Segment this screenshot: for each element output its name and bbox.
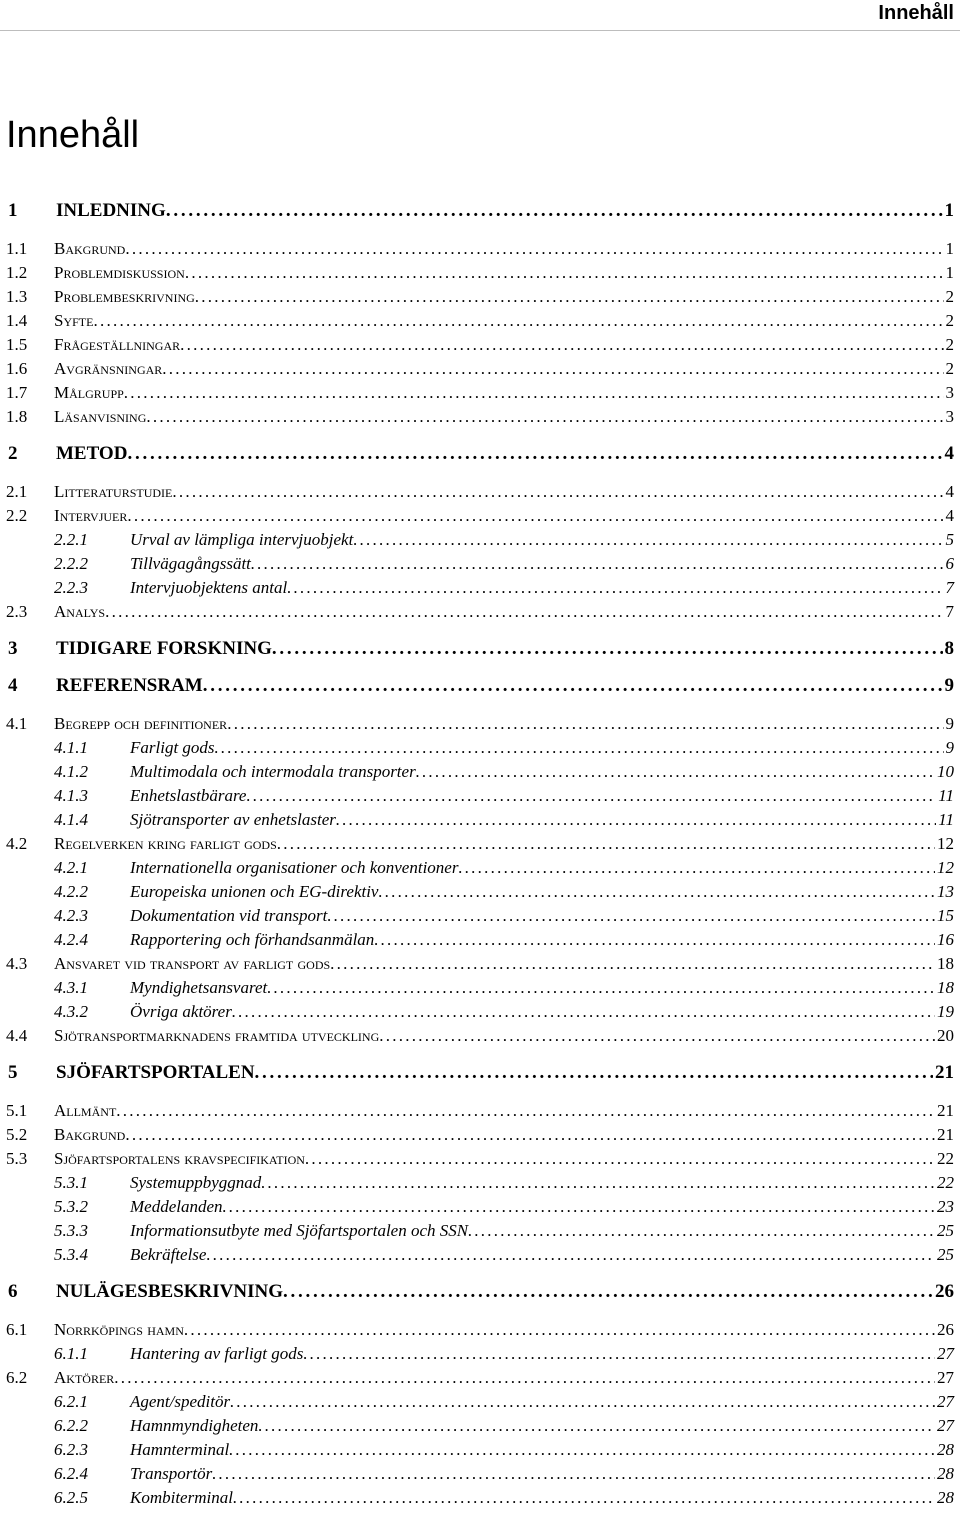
toc-entry[interactable]	[0, 1281, 954, 1303]
toc-dot-leader	[287, 577, 943, 599]
toc-entry-page: 18	[937, 978, 954, 997]
toc-entry-page: 25	[937, 1245, 954, 1264]
toc-entry[interactable]	[0, 286, 954, 308]
toc-entry-number: 5.3.2	[54, 1197, 88, 1216]
toc-entry-page: 12	[937, 858, 954, 877]
toc-dot-leader	[180, 334, 943, 356]
toc-entry-number: 6.2.4	[54, 1464, 88, 1483]
toc-entry[interactable]	[0, 481, 954, 503]
toc-entry[interactable]	[0, 929, 954, 951]
toc-dot-leader	[251, 553, 944, 575]
toc-entry-number: 1.6	[6, 359, 28, 378]
toc-entry-page: 21	[937, 1125, 954, 1144]
toc-entry[interactable]	[0, 638, 954, 660]
toc-entry-title: Litteraturstudie	[54, 482, 173, 501]
toc-entry-page: 27	[937, 1368, 954, 1387]
toc-entry-title: Allmänt	[54, 1101, 117, 1120]
toc-entry-page: 5	[945, 530, 954, 549]
toc-entry-title: Sjötransporter av enhetslaster	[130, 810, 336, 829]
toc-entry-number: 5.3.4	[54, 1245, 88, 1264]
toc-entry-page: 27	[937, 1344, 954, 1363]
toc-entry-number: 1.3	[6, 287, 28, 306]
toc-dot-leader	[258, 1415, 935, 1437]
toc-entry-title: Farligt gods	[130, 738, 215, 757]
toc-entry-title: Sjötransportmarknadens framtida utveckling	[54, 1026, 380, 1045]
toc-entry[interactable]	[0, 1415, 954, 1437]
toc-dot-leader	[166, 200, 943, 222]
toc-dot-leader	[246, 785, 936, 807]
toc-entry-page: 28	[937, 1488, 954, 1507]
toc-entry[interactable]	[0, 443, 954, 465]
toc-dot-leader	[227, 713, 943, 735]
toc-entry-number: 5.3.3	[54, 1221, 88, 1240]
toc-entry-page: 21	[935, 1062, 954, 1083]
toc-dot-leader	[212, 1463, 935, 1485]
toc-dot-leader	[233, 1487, 935, 1509]
toc-dot-leader	[127, 443, 942, 465]
toc-entry-number: 5.1	[6, 1101, 28, 1120]
toc-dot-leader	[305, 1148, 935, 1170]
toc-entry-title: Myndighetsansvaret	[130, 978, 268, 997]
toc-entry[interactable]	[0, 577, 954, 599]
toc-entry[interactable]	[0, 1025, 954, 1047]
toc-entry-page: 15	[937, 906, 954, 925]
toc-entry-page: 4	[945, 482, 954, 501]
toc-entry-page: 2	[945, 311, 954, 330]
toc-dot-leader	[146, 406, 943, 428]
toc-entry-number: 4.2	[6, 834, 28, 853]
toc-entry-page: 3	[945, 407, 954, 426]
toc-entry[interactable]	[0, 505, 954, 527]
toc-entry-number: 2	[8, 443, 18, 464]
toc-entry-title: Multimodala och intermodala transporter	[130, 762, 416, 781]
toc-entry[interactable]	[0, 529, 954, 551]
toc-entry[interactable]	[0, 1463, 954, 1485]
toc-entry[interactable]	[0, 1220, 954, 1242]
toc-dot-leader	[215, 737, 944, 759]
toc-entry-title: Urval av lämpliga intervjuobjekt	[130, 530, 354, 549]
toc-entry-number: 4.2.4	[54, 930, 88, 949]
toc-entry-number: 4.4	[6, 1026, 28, 1045]
toc-dot-leader	[374, 929, 935, 951]
toc-entry-page: 10	[937, 762, 954, 781]
toc-entry-title: Hamnmyndigheten	[130, 1416, 259, 1435]
toc-entry-title: Övriga aktörer	[130, 1002, 232, 1021]
toc-entry[interactable]	[0, 785, 954, 807]
toc-entry-title: INLEDNING	[56, 200, 166, 221]
running-header: Innehåll	[878, 2, 954, 24]
toc-dot-leader	[232, 1001, 935, 1023]
toc-entry[interactable]	[0, 1172, 954, 1194]
toc-entry[interactable]	[0, 1343, 954, 1365]
toc-entry-number: 2.2.1	[54, 530, 88, 549]
toc-entry-number: 2.2.2	[54, 554, 88, 573]
toc-entry[interactable]	[0, 1062, 954, 1084]
toc-entry-title: Läsanvisning	[54, 407, 147, 426]
toc-entry[interactable]	[0, 1487, 954, 1509]
toc-entry-number: 2.1	[6, 482, 28, 501]
toc-entry-page: 12	[937, 834, 954, 853]
toc-entry[interactable]	[0, 857, 954, 879]
toc-dot-leader	[185, 262, 944, 284]
toc-entry-title: Europeiska unionen och EG-direktiv	[130, 882, 379, 901]
toc-entry-title: Analys	[54, 602, 106, 621]
toc-entry-title: Internationella organisationer och konventioner	[130, 858, 459, 877]
toc-entry[interactable]	[0, 675, 954, 697]
toc-entry-number: 4.3.1	[54, 978, 88, 997]
toc-entry-number: 4.1.1	[54, 738, 88, 757]
toc-entry-page: 20	[937, 1026, 954, 1045]
toc-dot-leader	[416, 761, 935, 783]
toc-dot-leader	[125, 1124, 935, 1146]
toc-entry-title: METOD	[56, 443, 128, 464]
toc-entry-title: Meddelanden	[130, 1197, 223, 1216]
toc-entry[interactable]	[0, 833, 954, 855]
toc-entry-page: 2	[945, 359, 954, 378]
toc-entry[interactable]	[0, 334, 954, 356]
toc-entry-number: 1	[8, 200, 18, 221]
toc-entry-page: 23	[937, 1197, 954, 1216]
toc-entry-number: 4.1.4	[54, 810, 88, 829]
toc-entry-page: 6	[945, 554, 954, 573]
header-rule	[0, 30, 960, 31]
toc-entry[interactable]	[0, 713, 954, 735]
toc-entry-number: 1.4	[6, 311, 28, 330]
page-title: Innehåll	[6, 114, 140, 156]
toc-entry[interactable]	[0, 737, 954, 759]
toc-entry[interactable]	[0, 905, 954, 927]
toc-entry[interactable]	[0, 200, 954, 222]
toc-entry-title: Bakgrund	[54, 1125, 126, 1144]
toc-entry-number: 3	[8, 638, 18, 659]
toc-entry-page: 1	[944, 200, 954, 221]
toc-entry-number: 6.1	[6, 1320, 28, 1339]
toc-entry-title: Regelverken kring farligt gods	[54, 834, 277, 853]
toc-entry-page: 18	[937, 954, 954, 973]
toc-dot-leader	[283, 1281, 933, 1303]
toc-entry-number: 5	[8, 1062, 18, 1083]
toc-entry-number: 1.8	[6, 407, 28, 426]
toc-entry-number: 2.2	[6, 506, 28, 525]
toc-entry-page: 7	[945, 602, 954, 621]
toc-entry-title: Tillvägagångssätt	[130, 554, 251, 573]
toc-entry-title: Kombiterminal	[130, 1488, 233, 1507]
toc-entry-page: 26	[937, 1320, 954, 1339]
toc-entry[interactable]	[0, 1367, 954, 1389]
toc-dot-leader	[272, 638, 943, 660]
toc-dot-leader	[162, 358, 943, 380]
toc-entry-number: 4.2.1	[54, 858, 88, 877]
toc-dot-leader	[195, 286, 944, 308]
toc-dot-leader	[330, 953, 935, 975]
toc-entry[interactable]	[0, 1439, 954, 1461]
toc-entry-title: Bakgrund	[54, 239, 126, 258]
toc-entry-page: 8	[944, 638, 954, 659]
toc-entry[interactable]	[0, 238, 954, 260]
toc-entry-number: 2.2.3	[54, 578, 88, 597]
toc-entry-page: 4	[944, 443, 954, 464]
toc-entry-title: Norrköpings hamn	[54, 1320, 184, 1339]
toc-entry-number: 4.3.2	[54, 1002, 88, 1021]
toc-entry-number: 6	[8, 1281, 18, 1302]
toc-entry-number: 6.2.1	[54, 1392, 88, 1411]
toc-entry-page: 25	[937, 1221, 954, 1240]
toc-dot-leader	[336, 809, 936, 831]
toc-entry-number: 6.1.1	[54, 1344, 88, 1363]
toc-entry-page: 11	[938, 786, 954, 805]
toc-entry[interactable]	[0, 553, 954, 575]
toc-entry-title: Rapportering och förhandsanmälan	[130, 930, 375, 949]
toc-entry-page: 2	[945, 335, 954, 354]
toc-entry[interactable]	[0, 262, 954, 284]
toc-entry[interactable]	[0, 310, 954, 332]
toc-entry[interactable]	[0, 881, 954, 903]
toc-entry-page: 7	[945, 578, 954, 597]
toc-entry-number: 2.3	[6, 602, 28, 621]
toc-entry[interactable]	[0, 1001, 954, 1023]
toc-entry-title: REFERENSRAM	[56, 675, 203, 696]
toc-entry-number: 5.2	[6, 1125, 28, 1144]
toc-entry[interactable]	[0, 1100, 954, 1122]
toc-entry-page: 2	[945, 287, 954, 306]
toc-dot-leader	[267, 977, 935, 999]
toc-entry[interactable]	[0, 382, 954, 404]
toc-entry-title: Hamnterminal	[130, 1440, 230, 1459]
toc-entry-number: 6.2	[6, 1368, 28, 1387]
toc-dot-leader	[184, 1319, 935, 1341]
toc-entry[interactable]	[0, 601, 954, 623]
toc-dot-leader	[458, 857, 935, 879]
toc-entry[interactable]	[0, 953, 954, 975]
toc-entry-title: Sjöfartsportalens kravspecifikation	[54, 1149, 305, 1168]
toc-entry-title: Enhetslastbärare	[130, 786, 247, 805]
toc-entry-title: Systemuppbyggnad	[130, 1173, 262, 1192]
toc-entry-number: 4.3	[6, 954, 28, 973]
toc-entry[interactable]	[0, 358, 954, 380]
toc-entry-title: Bekräftelse	[130, 1245, 207, 1264]
toc-entry-number: 4.1.2	[54, 762, 88, 781]
toc-entry-title: Hantering av farligt gods	[130, 1344, 304, 1363]
toc-entry-title: Dokumentation vid transport	[130, 906, 328, 925]
toc-entry-title: SJÖFARTSPORTALEN	[56, 1062, 255, 1083]
toc-entry[interactable]	[0, 1148, 954, 1170]
toc-entry-title: TIDIGARE FORSKNING	[56, 638, 272, 659]
toc-entry[interactable]	[0, 406, 954, 428]
toc-entry-title: Syfte	[54, 311, 94, 330]
toc-entry-title: Informationsutbyte med Sjöfartsportalen och SSN	[130, 1221, 469, 1240]
toc-entry-number: 1.2	[6, 263, 28, 282]
toc-entry-page: 9	[945, 738, 954, 757]
toc-entry-number: 5.3	[6, 1149, 28, 1168]
toc-dot-leader	[327, 905, 935, 927]
toc-dot-leader	[229, 1439, 935, 1461]
toc-dot-leader	[261, 1172, 935, 1194]
toc-dot-leader	[116, 1100, 935, 1122]
toc-dot-leader	[468, 1220, 935, 1242]
toc-entry[interactable]	[0, 1196, 954, 1218]
toc-dot-leader	[230, 1391, 935, 1413]
toc-entry-page: 28	[937, 1464, 954, 1483]
toc-entry-title: Intervjuobjektens antal	[130, 578, 288, 597]
toc-entry-page: 1	[945, 239, 954, 258]
toc-entry-page: 22	[937, 1149, 954, 1168]
toc-entry[interactable]	[0, 977, 954, 999]
toc-dot-leader	[114, 1367, 935, 1389]
toc-entry-number: 4.2.3	[54, 906, 88, 925]
toc-entry-page: 16	[937, 930, 954, 949]
toc-entry-page: 21	[937, 1101, 954, 1120]
toc-entry-title: Målgrupp	[54, 383, 124, 402]
toc-entry-title: Problemdiskussion	[54, 263, 185, 282]
toc-entry-number: 1.7	[6, 383, 28, 402]
toc-entry-title: Problembeskrivning	[54, 287, 195, 306]
toc-dot-leader	[127, 505, 943, 527]
toc-entry-number: 5.3.1	[54, 1173, 88, 1192]
toc-entry-page: 1	[945, 263, 954, 282]
toc-entry-title: Transportör	[130, 1464, 213, 1483]
toc-dot-leader	[223, 1196, 935, 1218]
toc-entry-number: 4	[8, 675, 18, 696]
toc-entry[interactable]	[0, 809, 954, 831]
toc-entry[interactable]	[0, 1319, 954, 1341]
toc-dot-leader	[378, 881, 935, 903]
toc-entry-page: 27	[937, 1392, 954, 1411]
toc-entry-number: 1.1	[6, 239, 28, 258]
toc-entry-page: 26	[935, 1281, 954, 1302]
toc-entry-page: 27	[937, 1416, 954, 1435]
toc-entry-number: 4.2.2	[54, 882, 88, 901]
toc-entry[interactable]	[0, 761, 954, 783]
toc-dot-leader	[277, 833, 935, 855]
toc-entry-title: Intervjuer	[54, 506, 128, 525]
toc-entry-page: 28	[937, 1440, 954, 1459]
toc-dot-leader	[255, 1062, 933, 1084]
toc-entry-number: 6.2.5	[54, 1488, 88, 1507]
toc-entry-page: 9	[945, 714, 954, 733]
toc-dot-leader	[125, 238, 943, 260]
toc-entry-title: Frågeställningar	[54, 335, 181, 354]
toc-entry-title: Aktörer	[54, 1368, 115, 1387]
toc-entry[interactable]	[0, 1391, 954, 1413]
toc-entry-number: 4.1	[6, 714, 28, 733]
toc-dot-leader	[206, 1244, 935, 1266]
toc-dot-leader	[93, 310, 943, 332]
toc-entry-page: 13	[937, 882, 954, 901]
toc-dot-leader	[172, 481, 943, 503]
toc-entry[interactable]	[0, 1124, 954, 1146]
toc-entry-title: NULÄGESBESKRIVNING	[56, 1281, 283, 1302]
toc-entry-number: 1.5	[6, 335, 28, 354]
toc-dot-leader	[124, 382, 944, 404]
toc-entry-title: Begrepp och definitioner	[54, 714, 228, 733]
toc-dot-leader	[303, 1343, 935, 1365]
toc-dot-leader	[379, 1025, 935, 1047]
toc-entry-title: Ansvaret vid transport av farligt gods	[54, 954, 331, 973]
toc-entry-page: 3	[945, 383, 954, 402]
toc-entry-page: 19	[937, 1002, 954, 1021]
toc-entry-page: 9	[944, 675, 954, 696]
toc-dot-leader	[203, 675, 943, 697]
toc-entry-number: 6.2.2	[54, 1416, 88, 1435]
toc-entry-number: 6.2.3	[54, 1440, 88, 1459]
toc-entry[interactable]	[0, 1244, 954, 1266]
toc-entry-number: 4.1.3	[54, 786, 88, 805]
toc-dot-leader	[105, 601, 943, 623]
toc-dot-leader	[353, 529, 943, 551]
toc-entry-title: Agent/speditör	[130, 1392, 231, 1411]
toc-entry-title: Avgränsningar	[54, 359, 163, 378]
toc-entry-page: 22	[937, 1173, 954, 1192]
toc-entry-page: 4	[945, 506, 954, 525]
toc-entry-page: 11	[938, 810, 954, 829]
